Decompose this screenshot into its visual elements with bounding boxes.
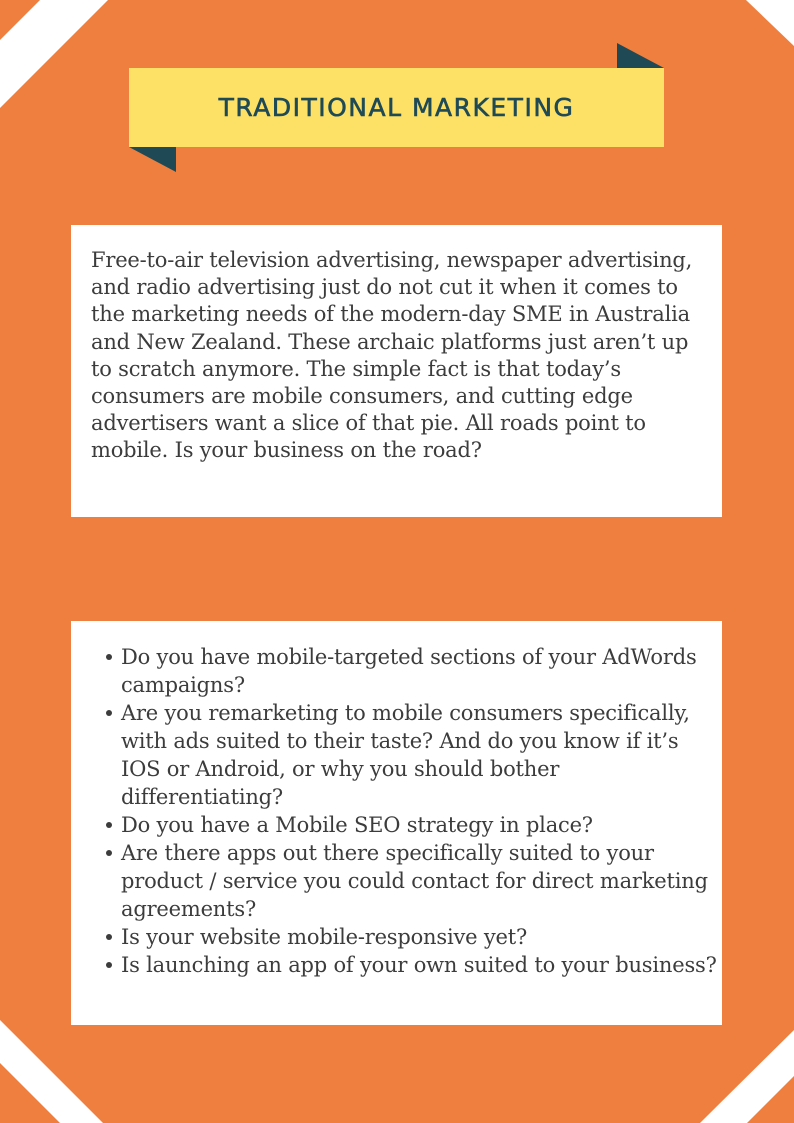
banner-fold-right <box>617 43 664 68</box>
intro-card <box>71 225 722 517</box>
list-item <box>121 643 722 699</box>
bullet-icon <box>106 962 112 968</box>
intro-paragraph: Free-to-air television advertising, newspaper advertising, and radio advertising just do not cut it when it comes to the marketing needs of the modern-day SME in Australia and New Zealand. These archaic platforms just aren’t up to scratch anymore. The simple fact is that today’s consumers are mobile consumers, and cutting edge advertisers want a slice of that pie. All roads point to mobile. Is your business on the road? <box>91 248 693 463</box>
list-item <box>121 699 722 811</box>
list-item-text: Are there apps out there specifically suited to your product / service you could contact for direct marketing agreements? <box>121 841 708 921</box>
list-item <box>121 923 722 951</box>
list-item-text: Is your website mobile-responsive yet? <box>121 925 528 949</box>
list-item <box>121 951 722 979</box>
bullet-icon <box>106 934 112 940</box>
list-item-text: Do you have a Mobile SEO strategy in place? <box>121 813 593 837</box>
list-item-text: Are you remarketing to mobile consumers specifically, with ads suited to their taste? And do you know if it’s IOS or Android, or why you should bother differentiating? <box>121 701 690 809</box>
stripe-bottom-right-band <box>700 1030 794 1123</box>
bullet-icon <box>106 850 112 856</box>
list-item <box>121 839 722 923</box>
questions-card <box>71 621 722 1025</box>
stripe-top-right-band <box>746 0 794 46</box>
stripe-bottom-left-band <box>0 1020 103 1123</box>
banner-fold-left <box>129 147 176 172</box>
bullet-icon <box>106 822 112 828</box>
list-item-text: Do you have mobile-targeted sections of your AdWords campaigns? <box>121 645 697 697</box>
bullet-icon <box>106 710 112 716</box>
list-item-text: Is launching an app of your own suited to your business? <box>121 953 717 977</box>
questions-list <box>71 643 722 979</box>
list-item <box>121 811 722 839</box>
page-title: TRADITIONAL MARKETING <box>218 93 575 122</box>
title-banner <box>129 68 664 147</box>
bullet-icon <box>106 654 112 660</box>
